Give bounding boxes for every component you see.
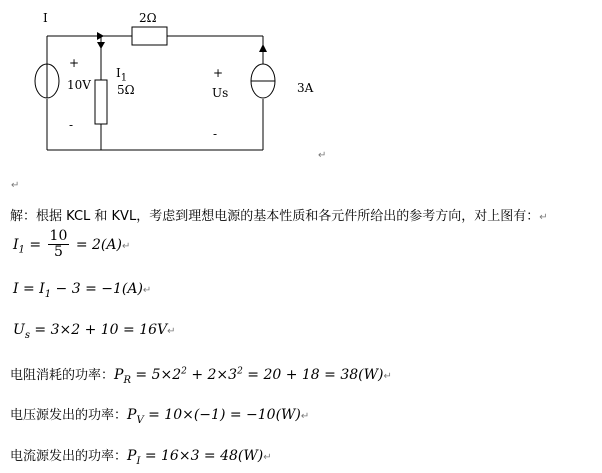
voltage-plus-left: + — [69, 56, 80, 70]
current-source-label: 3A — [297, 81, 314, 95]
equation-I: $I = I_1 - 3$ = −1(A)↵ — [13, 281, 152, 300]
return-mark: ↵ — [318, 150, 327, 161]
voltage-source-label: 10V — [67, 78, 91, 92]
voltage-Us-label: Us — [212, 86, 229, 100]
current-I-label: I — [43, 11, 48, 25]
equation-voltage-source-power: 电压源发出的功率：$P_V = 10\times(-1)$ = −10(W)↵ — [10, 407, 310, 426]
voltage-minus-left: - — [69, 118, 74, 132]
equation-I1: $I_1$ = $\frac{10}{5}$ = 2(A)↵ — [13, 228, 131, 261]
resistor-2ohm — [132, 27, 167, 45]
resistor-2ohm-label: 2Ω — [139, 11, 157, 25]
voltage-plus-right: + — [213, 66, 224, 80]
voltage-minus-right: - — [213, 127, 218, 141]
current-source-arrow — [259, 44, 267, 52]
resistor-5ohm-label: 5Ω — [117, 83, 135, 97]
equation-Us: $U_s = 3\times 2 + 10$ = 16V↵ — [13, 322, 176, 341]
equation-resistor-power: 电阻消耗的功率：$P_R = 5\times 2^2 + 2\times 3^2 = 20 + 18$ = 38(W)↵ — [10, 366, 392, 386]
return-mark: ↵ — [11, 180, 20, 191]
resistor-5ohm — [95, 80, 107, 124]
current-I1-label: $I_1$ — [116, 66, 128, 84]
current-I1-arrow — [97, 42, 105, 49]
equation-current-source-power: 电流源发出的功率：$P_I = 16\times 3$ = 48(W)↵ — [10, 448, 272, 467]
solution-intro: 解：根据 KCL 和 KVL，考虑到理想电源的基本性质和各元件所给出的参考方向，对上图有：↵ — [10, 209, 548, 224]
